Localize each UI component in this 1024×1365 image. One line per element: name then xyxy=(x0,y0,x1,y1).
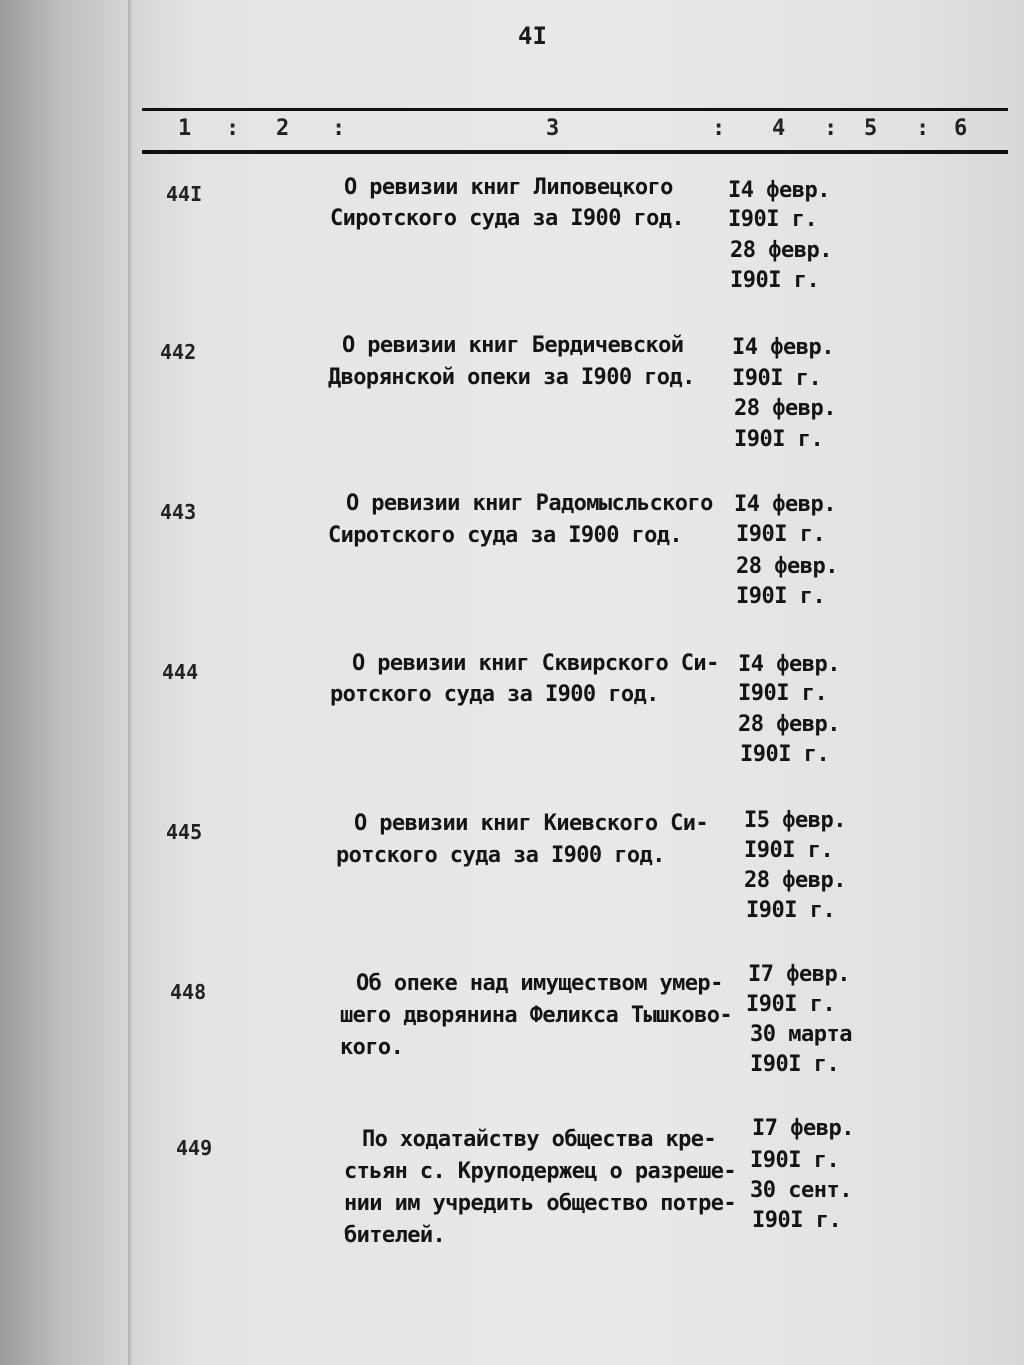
entry-date-line: I90I г. xyxy=(738,681,828,706)
entry-date-line: I90I г. xyxy=(730,268,820,293)
entry-description-line: шего дворянина Феликса Тышково- xyxy=(340,1003,732,1028)
header-sep-2: : xyxy=(332,116,346,141)
entry-date-line: I90I г. xyxy=(750,1148,840,1173)
header-sep-5: : xyxy=(916,116,930,141)
entry-number: 448 xyxy=(170,980,207,1004)
header-col-4: 4 xyxy=(772,116,786,141)
entry-description-line: Дворянской опеки за I900 год. xyxy=(328,365,695,390)
entry-date-line: I90I г. xyxy=(752,1208,842,1233)
entry-date-line: I4 февр. xyxy=(732,335,834,360)
entry-date-line: I5 февр. xyxy=(744,808,846,833)
header-col-1: 1 xyxy=(178,116,192,141)
entry-date-line: I7 февр. xyxy=(748,962,850,987)
entry-date-line: 28 февр. xyxy=(744,868,846,893)
entry-date-line: 28 февр. xyxy=(736,554,838,579)
entry-number: 443 xyxy=(160,500,197,524)
entry-date-line: I90I г. xyxy=(750,1052,840,1077)
entry-date-line: I7 февр. xyxy=(752,1116,854,1141)
entry-description-line: Сиротского суда за I900 год. xyxy=(328,523,683,548)
header-sep-1: : xyxy=(226,116,240,141)
entry-description-line: О ревизии книг Киевского Си- xyxy=(354,811,709,836)
entry-description-line: ротского суда за I900 год. xyxy=(330,682,659,707)
entry-date-line: I4 февр. xyxy=(738,652,840,677)
entry-description-line: кого. xyxy=(340,1035,404,1060)
entry-date-line: 28 февр. xyxy=(738,712,840,737)
entry-date-line: I4 февр. xyxy=(734,492,836,517)
entry-description-line: О ревизии книг Липовецкого xyxy=(344,175,673,200)
entry-description-line: бителей. xyxy=(344,1223,446,1248)
entry-date-line: 30 сент. xyxy=(750,1178,852,1203)
header-sep-3: : xyxy=(712,116,726,141)
entry-date-line: 28 февр. xyxy=(730,238,832,263)
entry-description-line: По ходатайству общества кре- xyxy=(362,1127,717,1152)
entry-date-line: I90I г. xyxy=(746,992,836,1017)
entry-date-line: I90I г. xyxy=(734,427,824,452)
header-col-2: 2 xyxy=(276,116,290,141)
entry-date-line: I4 февр. xyxy=(728,178,830,203)
entry-description-line: О ревизии книг Радомысльского xyxy=(346,491,713,516)
entry-date-line: I90I г. xyxy=(732,366,822,391)
entry-number: 444 xyxy=(162,660,199,684)
entry-number: 445 xyxy=(166,820,203,844)
entry-date-line: 28 февр. xyxy=(734,396,836,421)
entry-description-line: Сиротского суда за I900 год. xyxy=(330,206,685,231)
entry-number: 442 xyxy=(160,340,197,364)
entry-description-line: О ревизии книг Сквирского Си- xyxy=(352,651,719,676)
table-top-rule xyxy=(142,108,1008,111)
entry-description-line: стьян с. Круподержец о разреше- xyxy=(344,1159,736,1184)
entry-description-line: Об опеке над имуществом умер- xyxy=(356,971,723,996)
entry-date-line: I90I г. xyxy=(736,584,826,609)
page-spine-shadow xyxy=(128,0,132,1365)
entry-number: 449 xyxy=(176,1136,213,1160)
entry-date-line: I90I г. xyxy=(736,522,826,547)
entry-date-line: I90I г. xyxy=(728,207,818,232)
header-sep-4: : xyxy=(824,116,838,141)
table-header-rule xyxy=(142,150,1008,154)
entry-description-line: О ревизии книг Бердичевской xyxy=(342,333,684,358)
page-number: 4I xyxy=(518,22,547,50)
header-col-6: 6 xyxy=(954,116,968,141)
entry-date-line: I90I г. xyxy=(746,898,836,923)
entry-description-line: нии им учредить общество потре- xyxy=(344,1191,736,1216)
entry-date-line: I90I г. xyxy=(740,742,830,767)
header-col-3: 3 xyxy=(546,116,560,141)
header-col-5: 5 xyxy=(864,116,878,141)
entry-date-line: I90I г. xyxy=(744,838,834,863)
entry-date-line: 30 марта xyxy=(750,1022,852,1047)
entry-description-line: ротского суда за I900 год. xyxy=(336,843,665,868)
entry-number: 44I xyxy=(166,182,203,206)
